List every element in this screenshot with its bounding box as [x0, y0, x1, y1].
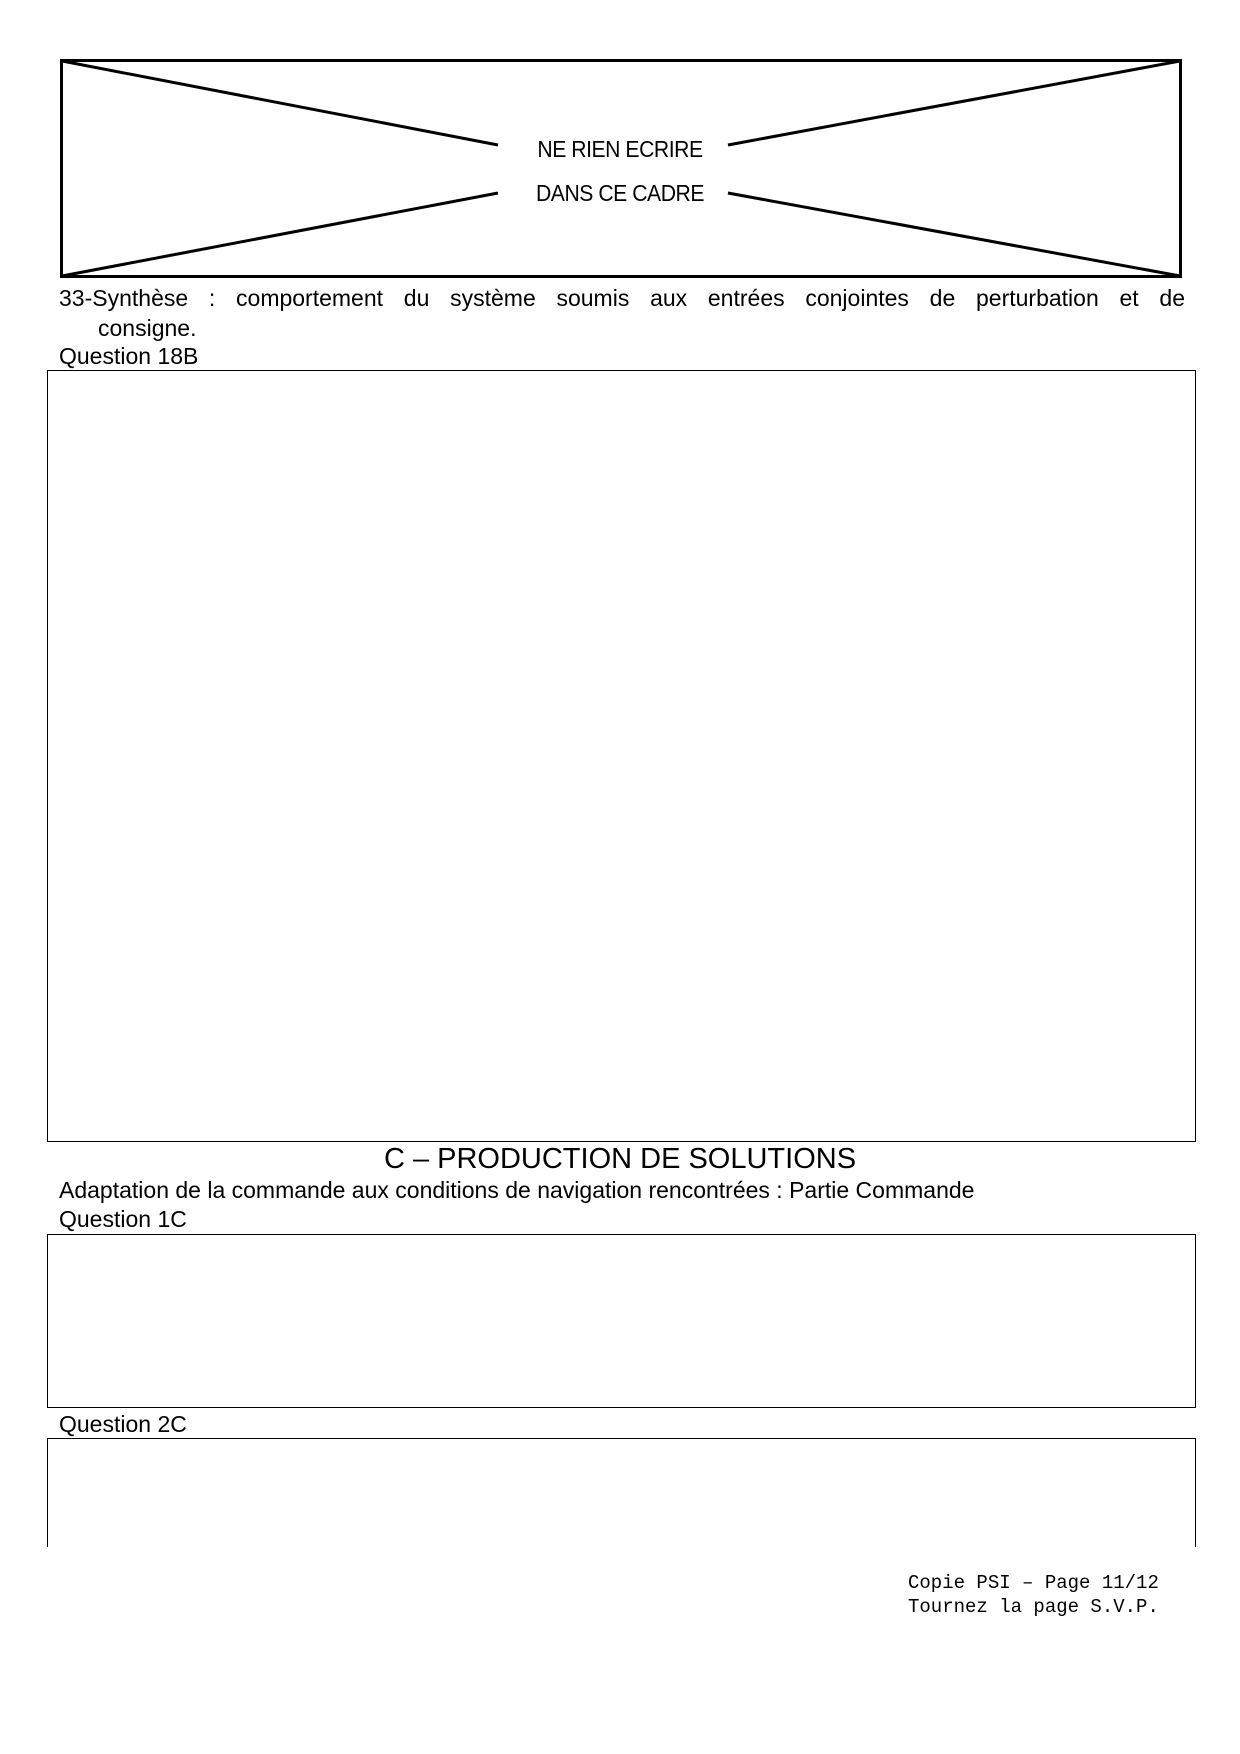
answer-box-1c[interactable] — [47, 1234, 1196, 1408]
synthesis-heading — [59, 284, 1185, 313]
section-c-subtitle: Adaptation de la commande aux conditions de navigation rencontrées : Partie Commande — [59, 1177, 975, 1203]
question-1c-label: Question 1C — [59, 1206, 187, 1232]
stamp-line-1: NE RIEN ECRIRE — [537, 136, 703, 162]
footer-page-number: Copie PSI – Page 11/12 — [908, 1572, 1159, 1594]
question-18b-label: Question 18B — [59, 343, 199, 369]
answer-box-2c[interactable] — [47, 1438, 1196, 1547]
heading-number: 33- — [59, 285, 93, 311]
section-c-title: C – PRODUCTION DE SOLUTIONS — [383, 1143, 857, 1175]
do-not-write-frame — [60, 59, 1182, 278]
heading-text-line-2: consigne. — [98, 315, 197, 341]
crossed-frame-graphic — [60, 59, 1182, 278]
stamp-line-2: DANS CE CADRE — [535, 180, 705, 206]
answer-box-18b[interactable] — [47, 370, 1196, 1142]
footer-turn-page: Tournez la page S.V.P. — [908, 1596, 1159, 1618]
heading-text-line-1: Synthèse : comportement du système soumis aux entrées conjointes de perturbation et de — [92, 285, 1185, 311]
question-2c-label: Question 2C — [59, 1411, 187, 1437]
